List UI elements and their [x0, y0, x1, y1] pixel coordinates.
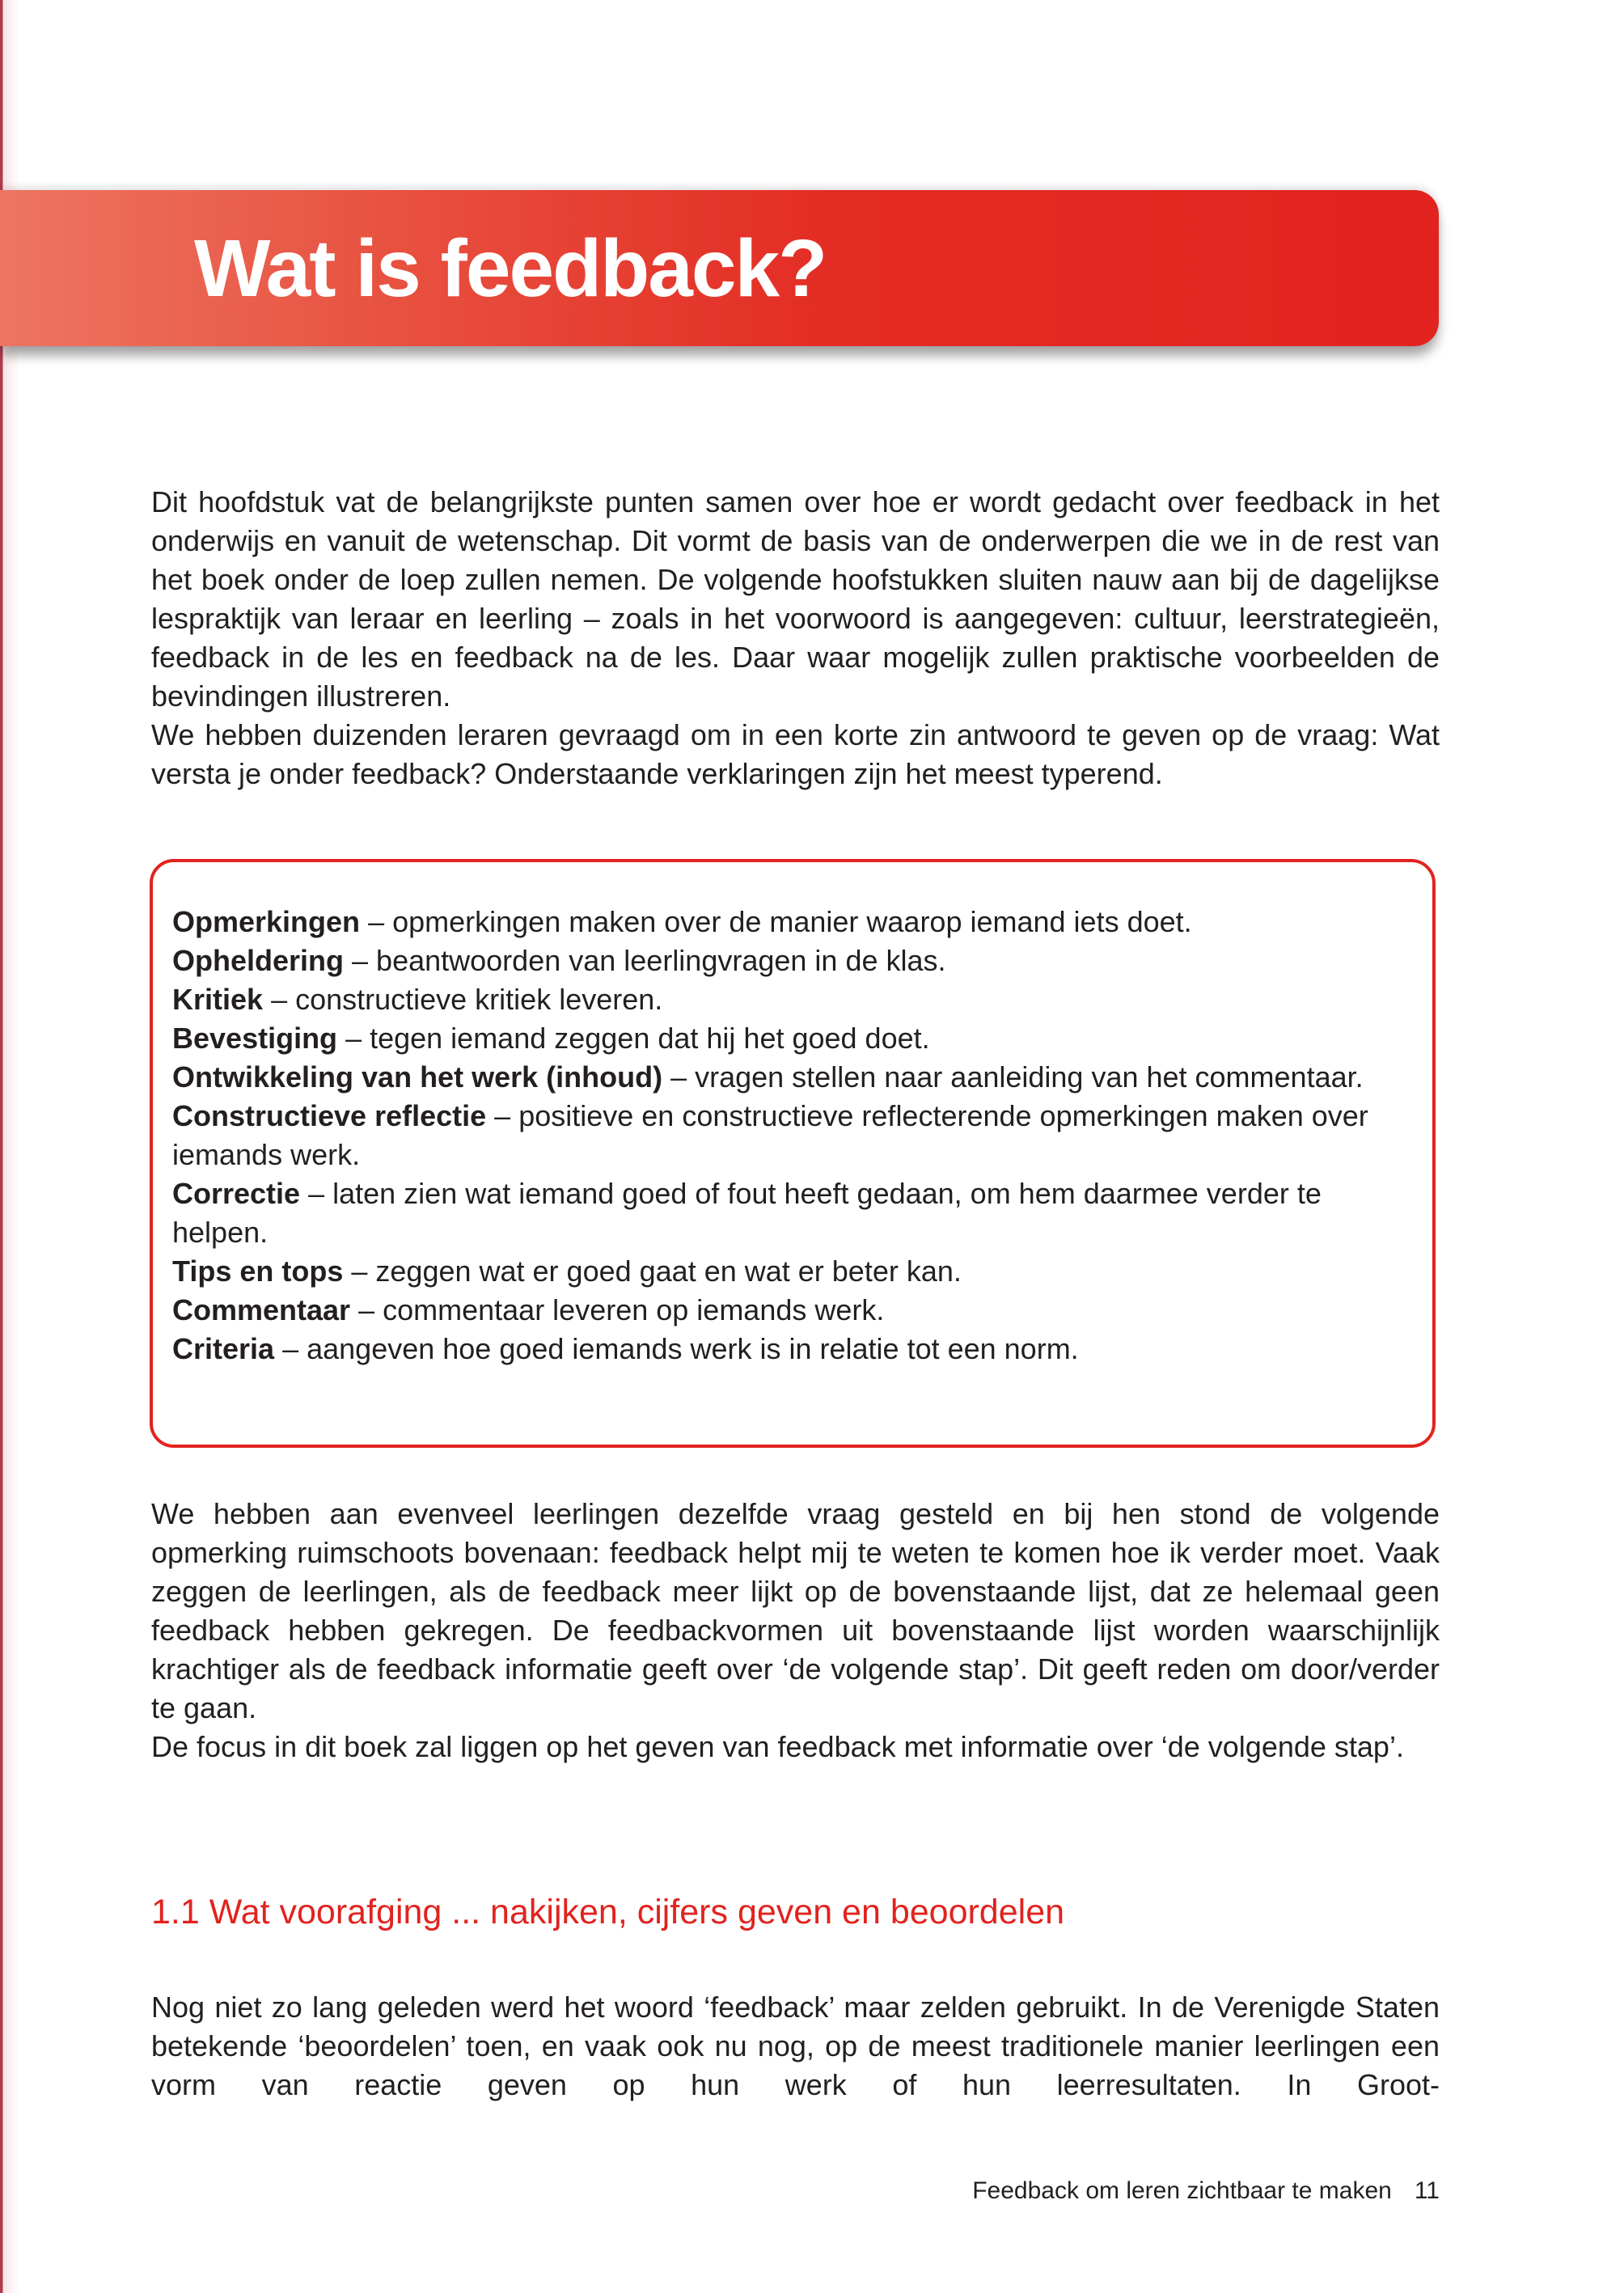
- definition-term: Constructieve reflectie: [172, 1099, 487, 1132]
- definition-text: – constructieve kritiek leveren.: [271, 983, 663, 1016]
- definition-term: Kritiek: [172, 983, 264, 1016]
- definition-text: – positieve en constructieve reflecterende opmerkingen maken over iemands werk.: [172, 1099, 1368, 1171]
- section-heading: 1.1 Wat voorafging ... nakijken, cijfers geven en beoordelen: [151, 1893, 1065, 1931]
- definition-term: Ontwikkeling van het werk (inhoud): [172, 1060, 663, 1094]
- definition-item: [172, 1291, 1408, 1330]
- definition-box: [150, 859, 1436, 1448]
- definition-term: Commentaar: [172, 1293, 351, 1326]
- definition-term: Opmerkingen: [172, 905, 361, 938]
- page-footer: [972, 2177, 1440, 2205]
- chapter-title: Wat is feedback?: [194, 222, 827, 314]
- intro-paragraph-part-2: We hebben duizenden leraren gevraagd om in een korte zin antwoord te geven op de vraag: Wat versta je onder feedback? Onderstaande verklaringen zijn het meest typerend.: [151, 718, 1440, 790]
- page-number: 11: [1414, 2177, 1440, 2204]
- definition-term: Tips en tops: [172, 1254, 344, 1288]
- definition-item: [172, 1058, 1408, 1097]
- footer-running-title: Feedback om leren zichtbaar te maken: [972, 2177, 1392, 2204]
- definition-text: – beantwoorden van leerlingvragen in de klas.: [352, 944, 946, 977]
- intro-paragraph: [151, 483, 1440, 793]
- response-paragraph-part-1: We hebben aan evenveel leerlingen dezelfde vraag gesteld en bij hen stond de volgende opmerking ruimschoots bovenaan: feedback helpt mij te weten te komen hoe ik verder moet. Vaak zeggen de leerlingen, als de feedback meer lijkt op de bovenstaande lijst, dat ze helemaal geen feedback hebben gekregen. De feedbackvormen uit bovenstaande lijst worden waarschijnlijk krachtiger als de feedback informatie geeft over ‘de volgende stap’. Dit geeft reden om door/verder te gaan.: [151, 1497, 1440, 1724]
- definition-item: [172, 1330, 1408, 1369]
- definition-item: [172, 1097, 1408, 1174]
- definition-text: – zeggen wat er goed gaat en wat er beter kan.: [351, 1254, 962, 1288]
- definition-item: [172, 1019, 1408, 1058]
- definition-item: [172, 903, 1408, 941]
- definition-term: Correctie: [172, 1177, 301, 1210]
- response-paragraph-part-2: De focus in dit boek zal liggen op het geven van feedback met informatie over ‘de volgende stap’.: [151, 1730, 1404, 1763]
- chapter-banner: [0, 190, 1439, 346]
- definition-text: – aangeven hoe goed iemands werk is in relatie tot een norm.: [282, 1332, 1079, 1365]
- definition-item: [172, 1252, 1408, 1291]
- definition-item: [172, 980, 1408, 1019]
- definition-text: – opmerkingen maken over de manier waarop iemand iets doet.: [368, 905, 1192, 938]
- definition-term: Opheldering: [172, 944, 345, 977]
- definition-text: – vragen stellen naar aanleiding van het commentaar.: [670, 1060, 1364, 1094]
- definition-term: Bevestiging: [172, 1022, 338, 1055]
- intro-paragraph-part-1: Dit hoofdstuk vat de belangrijkste punten samen over hoe er wordt gedacht over feedback in het onderwijs en vanuit de wetenschap. Dit vormt de basis van de onderwerpen die we in de rest van het boek onder de loep zullen nemen. De volgende hoofstukken sluiten nauw aan bij de dagelijkse lespraktijk van leraar en leerling – zoals in het voorwoord is aangegeven: cultuur, leerstrategieën, feedback in de les en feedback na de les. Daar waar mogelijk zullen praktische voorbeelden de bevindingen illustreren.: [151, 485, 1440, 713]
- definition-text: – commentaar leveren op iemands werk.: [358, 1293, 885, 1326]
- definition-term: Criteria: [172, 1332, 275, 1365]
- definition-text: – tegen iemand zeggen dat hij het goed doet.: [345, 1022, 930, 1055]
- definition-item: [172, 1174, 1408, 1252]
- definition-item: [172, 941, 1408, 980]
- definition-text: – laten zien wat iemand goed of fout heeft gedaan, om hem daarmee verder te helpen.: [172, 1177, 1322, 1249]
- closing-paragraph: Nog niet zo lang geleden werd het woord ‘feedback’ maar zelden gebruikt. In de Verenigde Staten betekende ‘beoordelen’ toen, en vaak ook nu nog, op de meest traditionele manier leerlingen een vorm van reactie geven op hun werk of hun leerresultaten. In Groot-: [151, 1991, 1440, 2101]
- response-paragraph: [151, 1495, 1440, 1766]
